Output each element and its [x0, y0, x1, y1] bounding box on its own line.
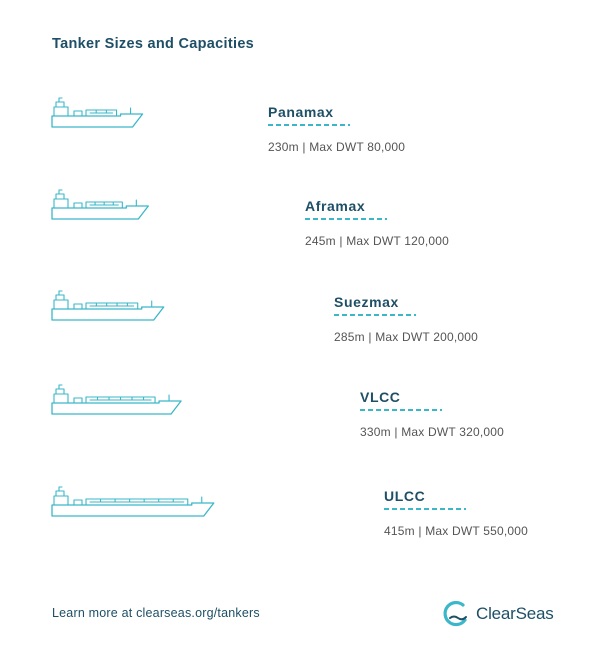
tanker-info-aframax [305, 198, 449, 248]
dashed-divider [305, 218, 387, 220]
deck-house [74, 304, 82, 309]
bridge [56, 491, 64, 496]
funnel [59, 291, 62, 295]
tanker-name: VLCC [360, 389, 401, 405]
bridge [56, 194, 64, 199]
tanker-illustration-panamax [50, 96, 220, 130]
hull-outline [52, 114, 143, 127]
tanker-info-ulcc [384, 488, 528, 538]
superstructure [54, 107, 68, 116]
tanker-illustration-aframax [50, 188, 255, 222]
tanker-illustration-ulcc [50, 473, 325, 519]
tanker-specs: 245m | Max DWT 120,000 [305, 234, 450, 248]
deck-house [74, 500, 82, 505]
deck-house [74, 111, 82, 116]
hull-outline [52, 401, 181, 414]
dashed-divider [334, 314, 416, 316]
superstructure [54, 394, 68, 403]
tanker-illustration-suezmax [50, 285, 276, 323]
tanker-info-panamax [268, 104, 405, 154]
deck-house [74, 398, 82, 403]
tanker-specs: 285m | Max DWT 200,000 [334, 330, 479, 344]
funnel [59, 385, 62, 389]
superstructure [54, 300, 68, 309]
bridge [56, 295, 64, 300]
tanker-name: ULCC [384, 488, 426, 504]
hull-outline [52, 307, 164, 320]
brand-name: ClearSeas [476, 604, 554, 623]
learn-more-link[interactable]: Learn more at clearseas.org/tankers [52, 606, 260, 620]
bridge [56, 102, 64, 107]
tanker-illustration-vlcc [50, 375, 300, 417]
funnel [59, 487, 62, 491]
tanker-specs: 230m | Max DWT 80,000 [268, 140, 406, 154]
tanker-info-suezmax [334, 294, 478, 344]
clearseas-logo [441, 598, 554, 630]
tanker-name: Aframax [305, 198, 366, 214]
funnel [59, 98, 62, 102]
tanker-specs: 330m | Max DWT 320,000 [360, 425, 505, 439]
tanker-specs: 415m | Max DWT 550,000 [384, 524, 529, 538]
dashed-divider [360, 409, 442, 411]
tanker-info-vlcc [360, 389, 504, 439]
dashed-divider [268, 124, 350, 126]
clearseas-logo-icon [441, 599, 471, 629]
tanker-name: Panamax [268, 104, 334, 120]
hull-outline [52, 503, 214, 516]
page-title: Tanker Sizes and Capacities [52, 36, 255, 52]
superstructure [54, 199, 68, 208]
funnel [59, 190, 62, 194]
hull-outline [52, 206, 148, 219]
superstructure [54, 496, 68, 505]
bridge [56, 389, 64, 394]
deck-house [74, 203, 82, 208]
dashed-divider [384, 508, 466, 510]
tanker-name: Suezmax [334, 294, 399, 310]
